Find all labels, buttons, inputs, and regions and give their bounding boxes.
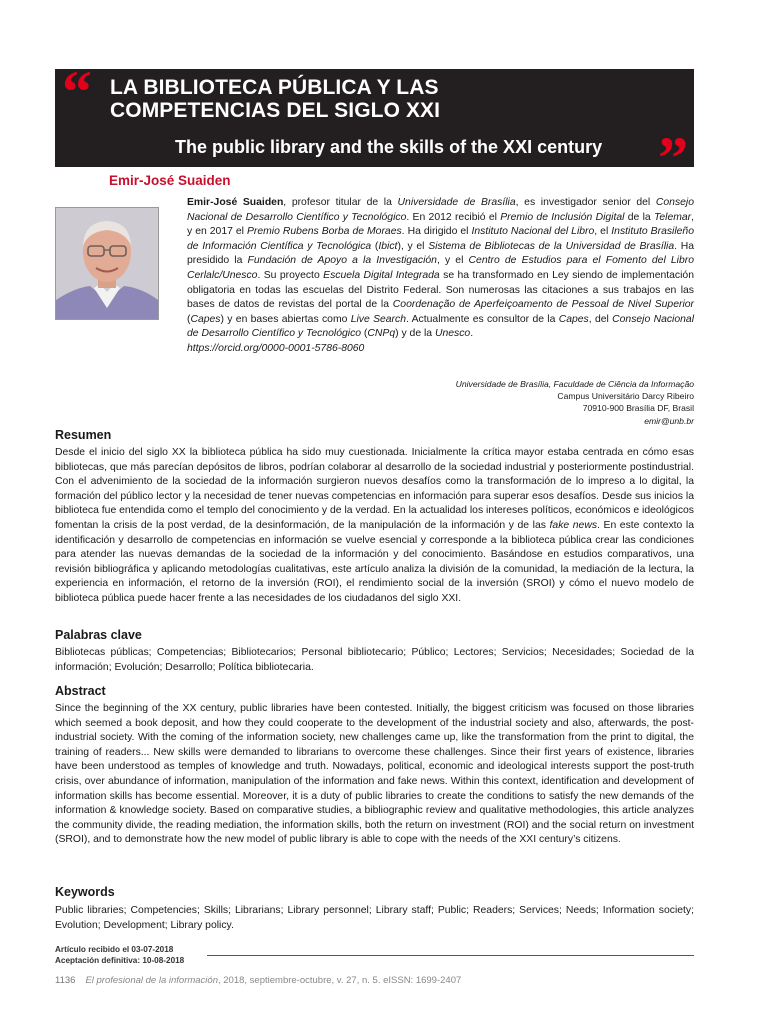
- bio-text: Consejo Nacional de Desarrollo Científico y Tecnológico: [187, 197, 695, 223]
- bio-text: Instituto Brasileño de Información Científica y Tecnológica: [187, 226, 694, 252]
- bio-text: CNPq: [367, 328, 396, 340]
- page-number: 1136: [55, 975, 76, 986]
- bio-text: , y el: [436, 255, 469, 267]
- journal-name: El profesional de la información: [85, 975, 218, 986]
- bio-text: ) y de la: [395, 328, 435, 340]
- bio-text: (: [371, 240, 379, 252]
- bio-text: , es investigador senior del: [515, 197, 656, 208]
- article-dates: [55, 944, 184, 966]
- resumen-part: Desde el inicio del siglo XX la biblioteca pública ha sido muy cuestionada. Inicialmente la crítica mayor estaba centrada en cómo esas bibliotecas, que más parecían depósitos de libros, podrían colaborar al desarrollo de la sociedad industrial y posteriormente postindustrial. Con el advenimiento de la sociedad de la información surgieron nuevos desafíos como la transformación de lo impreso a lo digital, la formación del público lector y la necesidad de tener nuevas competencias en información para superar esos desafíos. Desde sus inicios la biblioteca fue entendida como el templo del conocimiento y de la verdad. En la actualidad los intereses políticos, económicos e ideológicos fomentan la crisis de la post verdad, de la desinformación, de la manipulación de la información y de las: [55, 447, 694, 531]
- abstract-text: Since the beginning of the XX century, public libraries have been contested. Initially, the biggest criticism was focused on those libraries which seemed a book deposit, and how they could cooperate to the development of the industrial society and also, afterwards, the post-industrial society. With the coming of the information society, new challenges came up, like the transformation from the print to digital, the training of readers... New skills were demanded to librarians to overcome these challenges. Since their first years of existence, libraries have been understood as temples of knowledge and truth. Nowadays, political, economic and ideological interests support the post-truth crisis, over abundance of information, manipulation of the information and fake news. Within this context, identification and development of information skills has become essential. Moreover, it is a duty of public libraries to create the conditions to satisfy the new demands of the information & knowledge society. Based on comparative studies, a bibliographic review and qualitative methodologies, this article analyzes the community divide, the reading mediation, the information skills, both the return on investment (ROI) and the social return on investment (SROI), and to demonstrate how the new model of public library is able to cope with the needs of the XXI century’s citizens.: [55, 703, 694, 846]
- accepted-date: Aceptación definitiva: 10-08-2018: [55, 956, 185, 965]
- bio-text: Capes: [190, 313, 221, 325]
- resumen-italic: fake news: [549, 519, 598, 531]
- bio-text: . Ha presidido la: [187, 240, 694, 267]
- bio-text: Consejo Nacional de Desarrollo Científico y Tecnológico: [187, 313, 695, 340]
- bio-text: Live Search: [350, 313, 406, 325]
- bio-text: Centro de Estudios para el Fomento del Libro Cerlalc/Unesco: [187, 255, 695, 281]
- bio-text: ) y en bases abiertas como: [220, 313, 351, 325]
- bio-text: . Actualmente es consultor de la: [406, 313, 559, 325]
- bio-text: Unesco: [434, 328, 471, 340]
- title-line-2: COMPETENCIAS DEL SIGLO XXI: [110, 99, 441, 122]
- author-photo: [55, 207, 159, 320]
- bio-text: . Su proyecto: [257, 269, 324, 281]
- author-bio: [187, 196, 694, 357]
- author-name: Emir-José Suaiden: [109, 173, 231, 188]
- bio-text: Premio Rubens Borba de Moraes: [246, 226, 402, 238]
- bio-text: Capes: [558, 313, 589, 325]
- author-affiliation: [456, 378, 694, 427]
- bio-text: se ha transformado en Ley siendo de implementación obligatoria en todas las escuelas del Distrito Federal. Son numerosas las citaciones a sus trabajos en las bases de datos de revistas del portal de la: [187, 269, 694, 311]
- bio-text: Ibict: [378, 240, 398, 252]
- bio-text: (: [187, 313, 191, 325]
- abstract-heading: Abstract: [55, 684, 106, 698]
- bio-text: , del: [588, 313, 613, 325]
- palabras-clave-text: Bibliotecas públicas; Competencias; Bibliotecarios; Personal bibliotecario; Público; Lectores; Servicios; Necesidades; Sociedad de la información; Evolución; Desarrollo; Política bibliotecaria.: [55, 647, 694, 673]
- bio-text: Telemar: [653, 211, 692, 223]
- bio-text: , y en 2017 el: [187, 211, 695, 238]
- affiliation-line: Campus Universitário Darcy Ribeiro: [557, 391, 694, 402]
- footer-divider: [207, 955, 694, 956]
- bio-text: , profesor titular de la: [283, 197, 398, 208]
- bio-text: . En 2012 recibió el: [406, 211, 501, 223]
- affiliation-line: 70910-900 Brasília DF, Brasil: [582, 403, 694, 414]
- bio-text: Sistema de Bibliotecas de la Universidad de Brasília: [428, 240, 675, 252]
- article-subtitle: The public library and the skills of the XXI century: [175, 137, 603, 157]
- resumen-heading: Resumen: [55, 428, 112, 442]
- issue-info: , 2018, septiembre-octubre, v. 27, n. 5. eISSN: 1699-2407: [217, 975, 462, 986]
- bio-text: (: [361, 328, 368, 340]
- bio-text: Coordenação de Aperfeiçoamento de Pessoal de Nivel Superior: [392, 299, 694, 311]
- resumen-text: [55, 446, 694, 607]
- bio-text: Escuela Digital Integrada: [323, 269, 440, 281]
- keywords-text: Public libraries; Competencies; Skills; Librarians; Library personnel; Library staff; Public; Readers; Services; Needs; Information society; Evolution; Development; Library policy.: [55, 905, 694, 931]
- bio-text: Fundación de Apoyo a la Investigación: [247, 255, 437, 267]
- close-quote-mark: ”: [658, 125, 688, 191]
- bio-text: . Ha dirigido el: [401, 226, 472, 238]
- bio-author-name: Emir-José Suaiden: [187, 197, 284, 208]
- affiliation-line: Universidade de Brasília, Faculdade de Ciência da Informação: [455, 379, 694, 389]
- article-title: [110, 76, 670, 122]
- page-footer: [55, 975, 461, 986]
- open-quote-mark: “: [62, 59, 92, 125]
- bio-text: .: [470, 328, 474, 340]
- orcid-link[interactable]: https://orcid.org/0000-0001-5786-8060: [187, 342, 365, 354]
- bio-text: Universidade de Brasília: [397, 197, 516, 208]
- bio-text: Instituto Nacional del Libro: [471, 226, 595, 238]
- bio-text: , el: [594, 226, 612, 238]
- bio-text: ), y el: [397, 240, 429, 252]
- author-email[interactable]: emir@unb.br: [644, 415, 694, 426]
- bio-text: Premio de Inclusión Digital: [500, 211, 625, 223]
- title-line-1: LA BIBLIOTECA PÚBLICA Y LAS: [110, 76, 439, 99]
- keywords-heading: Keywords: [55, 885, 115, 899]
- resumen-part: . En este contexto la identificación y desarrollo de competencias en información se vuelve esencial y corresponde a la biblioteca pública crear las condiciones para atender las nuevas demandas de la sociedad de la información y del conocimiento. Basándose en estudios comparativos, una revisión bibliográfica y aplicando metodologías cualitativas, este artículo analiza la división de la comunidad, la mediación de la lectura, la experiencia en información, el retorno de la inversión (ROI), el rendimiento social de la inversión (SROI) y cómo el nuevo modelo de biblioteca pública puede hacer frente a las necesidades de los ciudadanos del siglo XXI.: [55, 519, 695, 604]
- bio-text: de la: [624, 211, 654, 223]
- received-date: Artículo recibido el 03-07-2018: [55, 945, 174, 954]
- palabras-clave-heading: Palabras clave: [55, 628, 142, 642]
